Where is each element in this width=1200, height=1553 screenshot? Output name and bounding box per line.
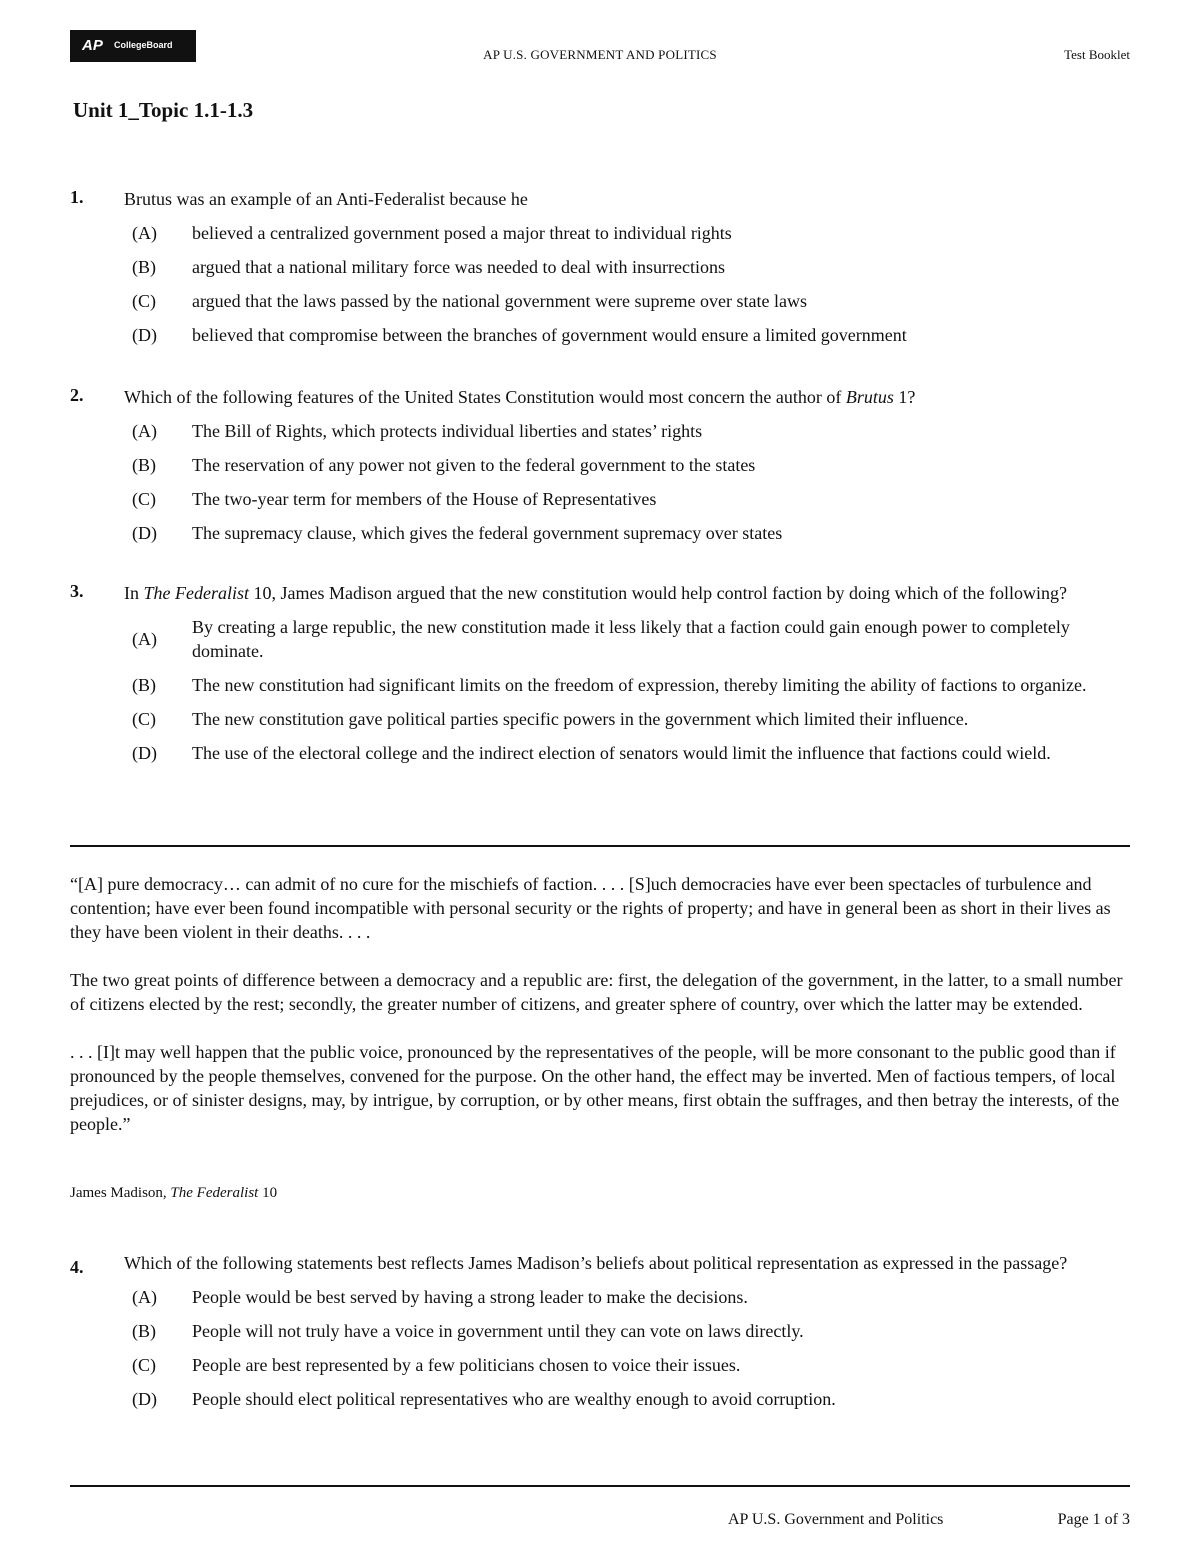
choice-letter: (D) [132,1389,157,1409]
choice-text: The supremacy clause, which gives the federal government supremacy over states [192,523,783,543]
question-stem: Which of the following statements best reflects James Madison’s beliefs about political representation as expressed in the passage? [124,1253,1068,1273]
choice-text: People are best represented by a few politicians chosen to voice their issues. [192,1355,741,1375]
footer-course-title: AP U.S. Government and Politics [728,1511,944,1528]
question-4 [70,1251,1130,1421]
choice-text: The new constitution had significant limits on the freedom of expression, thereby limiting the ability of factions to organize. [192,675,1087,695]
answer-choice-d[interactable] [70,741,1130,765]
question-2 [70,385,1130,555]
source-work-title: The Federalist [170,1185,259,1201]
answer-choice-c[interactable] [70,707,1130,731]
source-passage [70,872,1130,1160]
choice-text: believed that compromise between the branches of government would ensure a limited government [192,325,907,345]
choice-letter: (A) [132,223,157,243]
choice-text: By creating a large republic, the new constitution made it less likely that a faction could gain enough power to completely dominate. [192,617,1070,661]
choice-text: The new constitution gave political parties specific powers in the government which limited their influence. [192,709,969,729]
answer-choices [70,221,1130,347]
stem-text-before: In [124,583,144,603]
answer-choice-b[interactable] [70,453,1130,477]
stem-text-after: 1? [893,387,916,407]
passage-paragraph: “[A] pure democracy… can admit of no cure for the mischiefs of faction. . . . [S]uch democracies have ever been spectacles of turbulence and contention; have ever been found incompatible with personal security or the rights of property; and have in general been as short in their lives as they have been violent in their deaths. . . . [70,874,1111,942]
answer-choice-a[interactable] [70,615,1130,663]
choice-text: The Bill of Rights, which protects individual liberties and states’ rights [192,421,703,441]
question-stem [124,581,1130,605]
choice-letter: (A) [132,1287,157,1307]
choice-letter: (A) [132,629,157,649]
choice-letter: (D) [132,325,157,345]
choice-letter: (C) [132,1355,156,1375]
passage-top-divider [70,845,1130,847]
logo-collegeboard-text: CollegeBoard [114,40,173,50]
choice-letter: (D) [132,743,157,763]
choice-letter: (B) [132,1321,156,1341]
answer-choice-c[interactable] [70,1353,1130,1377]
choice-text: argued that the laws passed by the national government were supreme over state laws [192,291,807,311]
footer-divider [70,1485,1130,1487]
answer-choice-a[interactable] [70,1285,1130,1309]
question-number: 4. [70,1257,84,1277]
page-header [70,30,1130,64]
choice-text: argued that a national military force was needed to deal with insurrections [192,257,725,277]
choice-letter: (B) [132,455,156,475]
answer-choices [70,1285,1130,1411]
choice-text: The reservation of any power not given to the federal government to the states [192,455,756,475]
choice-letter: (B) [132,675,156,695]
answer-choice-c[interactable] [70,289,1130,313]
choice-letter: (C) [132,489,156,509]
header-course-title: AP U.S. GOVERNMENT AND POLITICS [483,47,717,62]
question-1 [70,187,1130,357]
answer-choice-c[interactable] [70,487,1130,511]
choice-text: People will not truly have a voice in government until they can vote on laws directly. [192,1321,804,1341]
answer-choice-b[interactable] [70,673,1130,697]
question-3 [70,581,1130,775]
logo-ap-text: AP [82,37,103,54]
stem-italic-title: Brutus [845,387,894,407]
answer-choice-b[interactable] [70,1319,1130,1343]
choice-text: The two-year term for members of the House of Representatives [192,489,657,509]
header-booklet-label: Test Booklet [1064,47,1130,62]
answer-choices [70,615,1130,765]
question-stem [124,385,1130,409]
choice-letter: (A) [132,421,157,441]
question-stem: Brutus was an example of an Anti-Federalist because he [124,189,528,209]
choice-letter: (C) [132,709,156,729]
source-number: 10 [258,1185,278,1201]
answer-choices [70,419,1130,545]
answer-choice-d[interactable] [70,323,1130,347]
stem-text-after: 10, James Madison argued that the new constitution would help control faction by doing which of the following? [249,583,1068,603]
choice-text: believed a centralized government posed a major threat to individual rights [192,223,732,243]
choice-letter: (C) [132,291,156,311]
passage-paragraph: . . . [I]t may well happen that the public voice, pronounced by the representatives of the people, will be more consonant to the public good than if pronounced by the people themselves, convened for the purpose. On the other hand, the effect may be inverted. Men of factious tempers, of local prejudices, or of sinister designs, may, by intrigue, by corruption, or by other means, first obtain the suffrages, and then betray the interests, of the people.” [70,1042,1120,1134]
question-number: 3. [70,581,84,601]
choice-letter: (D) [132,523,157,543]
question-number: 2. [70,385,84,405]
answer-choice-b[interactable] [70,255,1130,279]
page-title: Unit 1_Topic 1.1-1.3 [73,98,254,122]
passage-paragraph: The two great points of difference between a democracy and a republic are: first, the delegation of the government, in the latter, to a small number of citizens elected by the rest; secondly, the greater number of citizens, and greater sphere of country, over which the latter may be extended. [70,970,1123,1014]
page-number: Page 1 of 3 [1057,1511,1130,1528]
choice-text: People should elect political representatives who are wealthy enough to avoid corruption. [192,1389,836,1409]
choice-text: People would be best served by having a strong leader to make the decisions. [192,1287,748,1307]
answer-choice-d[interactable] [70,1387,1130,1411]
answer-choice-d[interactable] [70,521,1130,545]
stem-italic-title: The Federalist [143,583,249,603]
source-author: James Madison, [70,1185,171,1201]
question-number: 1. [70,187,84,207]
choice-letter: (B) [132,257,156,277]
choice-text: The use of the electoral college and the indirect election of senators would limit the influence that factions could wield. [192,743,1051,763]
answer-choice-a[interactable] [70,419,1130,443]
passage-source [70,1185,277,1202]
stem-text-before: Which of the following features of the United States Constitution would most concern the author of [124,387,846,407]
answer-choice-a[interactable] [70,221,1130,245]
